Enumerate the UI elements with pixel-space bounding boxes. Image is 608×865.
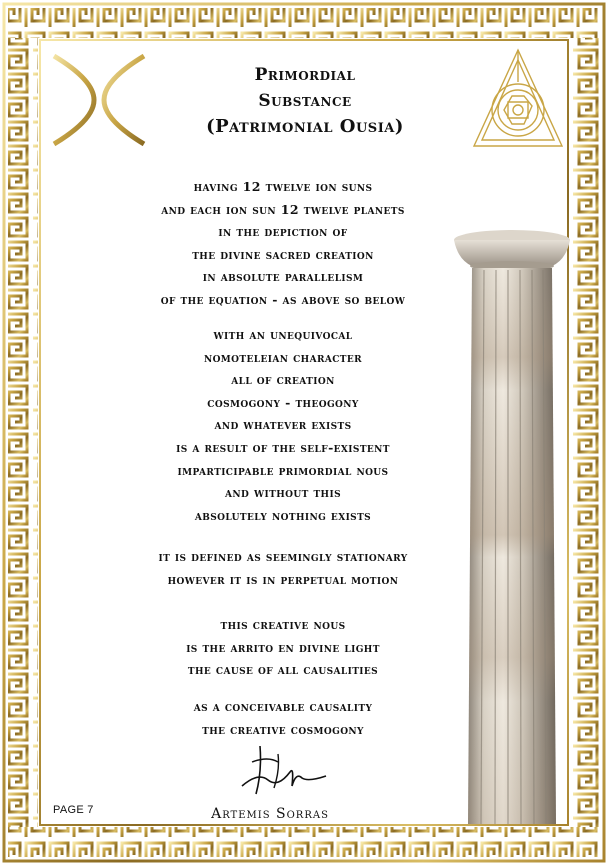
title-line-2: Substance <box>258 91 352 111</box>
stanza-3 <box>118 546 448 591</box>
poem-line: is the arrito en divine light <box>186 639 380 655</box>
poem-line: having 12 twelve ion suns <box>193 179 373 194</box>
poem-line: the cause of all causalities <box>187 662 379 678</box>
poem-line: absolutely nothing exists <box>194 507 372 523</box>
triangle-emblem-icon <box>470 46 566 150</box>
poem-line: imparticipable primordial nous <box>177 462 389 478</box>
stanza-2 <box>118 324 448 527</box>
stanza-1 <box>118 176 448 312</box>
page-number: PAGE 7 <box>53 804 94 816</box>
title-line-1: Primordial <box>254 65 356 85</box>
poem-line: as a conceivable causality <box>193 699 373 714</box>
poem-line: nomoteleian character <box>203 349 363 365</box>
poem-line: in absolute parallelism <box>202 269 364 285</box>
title-line-3: (Patrimonial Ousia) <box>206 116 404 137</box>
poem-line: in the depiction of <box>218 224 348 240</box>
author-name: Artemis Sorras <box>211 806 329 822</box>
poem-line: it is defined as seemingly stationary <box>158 549 408 564</box>
signature-image <box>238 742 330 800</box>
poem-line: the divine sacred creation <box>192 246 374 262</box>
stanza-4 <box>118 614 448 682</box>
poem-line: and each ion sun 12 twelve planets <box>161 201 405 217</box>
stanza-5 <box>118 696 448 741</box>
poem-line: cosmogony - theogony <box>207 394 359 410</box>
poem-line: of the equation - as above so below <box>160 291 406 307</box>
poem-line: this creative nous <box>220 617 346 632</box>
greek-column-image <box>450 226 574 826</box>
poem-line: is a result of the self-existent <box>176 439 390 455</box>
poem-line: all of creation <box>231 372 335 388</box>
poem-line: and without this <box>225 485 341 501</box>
astrological-symbol-icon <box>50 50 148 150</box>
poem-line: the creative cosmogony <box>202 721 364 737</box>
poem-line: with an unequivocal <box>213 327 353 342</box>
poem-line: and whatever exists <box>214 417 352 433</box>
poem-line: however it is in perpetual motion <box>167 571 399 587</box>
page-title <box>200 62 410 140</box>
